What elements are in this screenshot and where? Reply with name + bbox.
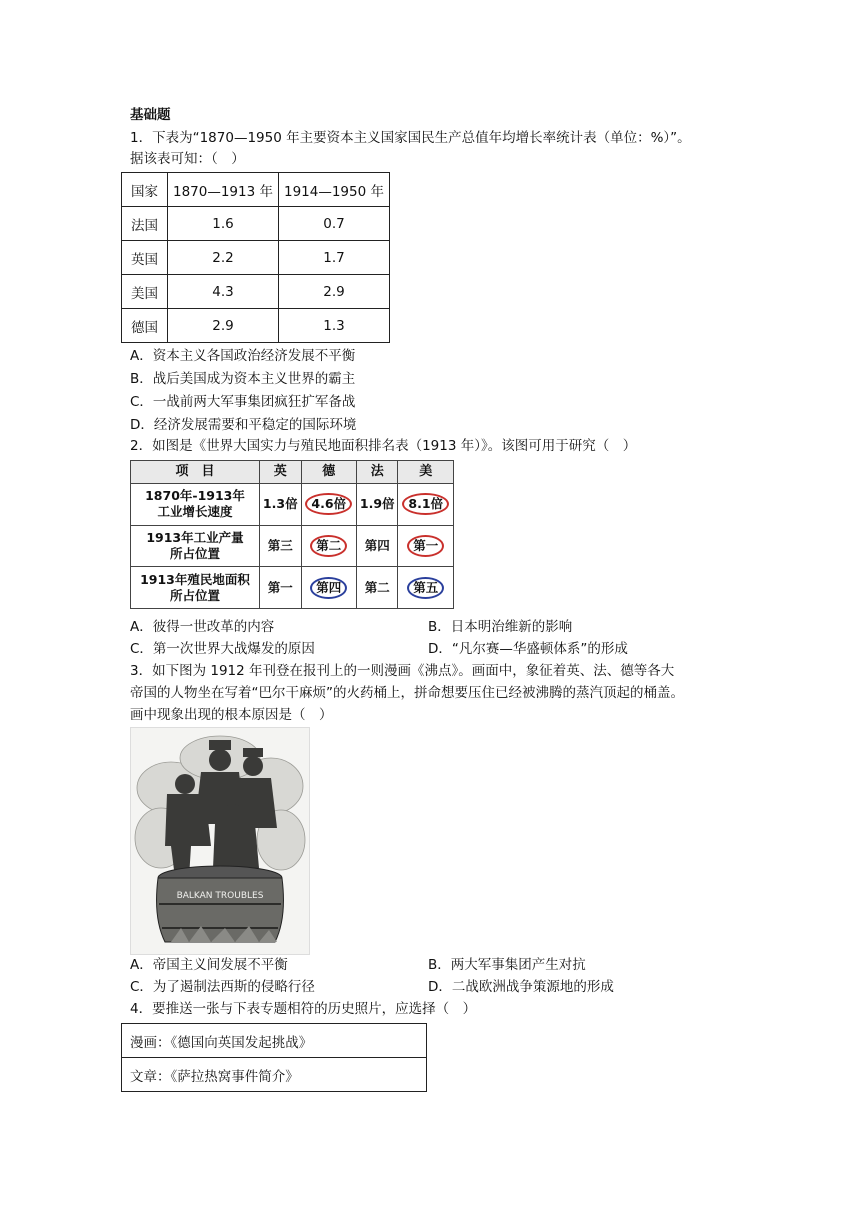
table-cell: 法国 [122,207,168,241]
table-cell: 1.7 [279,241,390,275]
header-cell: 1870—1913 年 [168,173,279,207]
table-cell [301,525,356,567]
header-cell: 法 [356,461,398,484]
table-cell [301,484,356,526]
table-cell: 1.6 [168,207,279,241]
table-row [122,207,390,241]
q1-option-b[interactable]: B．战后美国成为资本主义世界的霸主 [130,371,356,387]
table-cell: 1.3倍 [260,484,302,526]
row-label-line2: 工业增长速度 [157,504,233,520]
q4-stem: 4．要推送一张与下表专题相符的历史照片，应选择（ ） [130,1001,477,1017]
table-row [131,525,454,567]
table-row [131,484,454,526]
table-cell: 第一 [260,567,302,609]
table-cell: 2.9 [279,275,390,309]
table-cell: 漫画：《德国向英国发起挑战》 [122,1024,427,1058]
table-header-row [122,173,390,207]
red-circle-mark: 8.1倍 [402,493,449,515]
table-cell [398,525,454,567]
table-cell: 英国 [122,241,168,275]
q1-option-d[interactable]: D．经济发展需要和平稳定的国际环境 [130,417,357,433]
table-row [122,275,390,309]
red-circle-mark: 第二 [310,535,347,557]
q3-option-b[interactable]: B．两大军事集团产生对抗 [428,957,586,973]
header-cell: 项 目 [131,461,260,484]
q1-table [121,172,390,343]
q3-option-a[interactable]: A．帝国主义间发展不平衡 [130,957,288,973]
q4-table [121,1023,427,1092]
table-cell: 美国 [122,275,168,309]
table-cell [398,484,454,526]
table-cell [398,567,454,609]
barrel-caption: BALKAN TROUBLES [176,891,264,901]
q3-option-d[interactable]: D．二战欧洲战争策源地的形成 [428,979,614,995]
q2-ranking-image [130,460,454,609]
table-cell: 2.9 [168,309,279,343]
table-cell: 文章：《萨拉热窝事件简介》 [122,1058,427,1092]
table-cell: 1.3 [279,309,390,343]
cartoon-illustration [131,728,309,954]
q3-option-c[interactable]: C．为了遏制法西斯的侵略行径 [130,979,315,995]
section-title: 基础题 [130,107,171,123]
row-label [131,484,260,526]
q2-option-c[interactable]: C．第一次世界大战爆发的原因 [130,641,315,657]
blue-circle-mark: 第四 [310,577,347,599]
table-row [122,1024,427,1058]
row-label-line1: 1913年殖民地面积 [140,571,250,587]
row-label-line1: 1870年-1913年 [145,488,245,504]
header-cell: 英 [260,461,302,484]
q1-stem-line2: 据该表可知：（ ） [130,151,245,167]
table-cell: 4.3 [168,275,279,309]
header-cell: 德 [301,461,356,484]
table-cell: 1.9倍 [356,484,398,526]
table-cell: 第二 [356,567,398,609]
table-cell: 第四 [356,525,398,567]
row-label-line2: 所占位置 [169,545,220,561]
row-label-line2: 所占位置 [169,587,220,603]
table-row [122,241,390,275]
table-cell: 德国 [122,309,168,343]
table-cell: 2.2 [168,241,279,275]
row-label-line1: 1913年工业产量 [146,529,244,545]
q1-option-a[interactable]: A．资本主义各国政治经济发展不平衡 [130,348,356,364]
q3-stem-line3: 画中现象出现的根本原因是（ ） [130,707,333,723]
table-cell: 0.7 [279,207,390,241]
table-cell: 第三 [260,525,302,567]
table-cell [301,567,356,609]
header-cell: 1914—1950 年 [279,173,390,207]
red-circle-mark: 第一 [407,535,444,557]
header-cell: 美 [398,461,454,484]
row-label [131,525,260,567]
q2-option-a[interactable]: A．彼得一世改革的内容 [130,619,275,635]
table-row [131,567,454,609]
q1-option-c[interactable]: C．一战前两大军事集团疯狂扩军备战 [130,394,356,410]
blue-circle-mark: 第五 [407,577,444,599]
q2-stem: 2．如图是《世界大国实力与殖民地面积排名表（1913 年）》。该图可用于研究（ ） [130,438,637,454]
q3-stem-line1: 3．如下图为 1912 年刊登在报刊上的一则漫画《沸点》。画面中，象征着英、法、德等各大 [130,663,675,679]
q1-stem-line1: 1．下表为“1870—1950 年主要资本主义国家国民生产总值年均增长率统计表（单位：%）”。 [130,130,691,146]
q2-option-b[interactable]: B．日本明治维新的影响 [428,619,573,635]
table-header-row [131,461,454,484]
row-label [131,567,260,609]
q2-option-d[interactable]: D．“凡尔赛—华盛顿体系”的形成 [428,641,628,657]
table-row [122,1058,427,1092]
red-circle-mark: 4.6倍 [305,493,352,515]
boiling-point-cartoon [130,727,310,955]
table-row [122,309,390,343]
header-cell: 国家 [122,173,168,207]
q3-stem-line2: 帝国的人物坐在写着“巴尔干麻烦”的火药桶上，拼命想要压住已经被沸腾的蒸汽顶起的桶盖。 [130,685,684,701]
